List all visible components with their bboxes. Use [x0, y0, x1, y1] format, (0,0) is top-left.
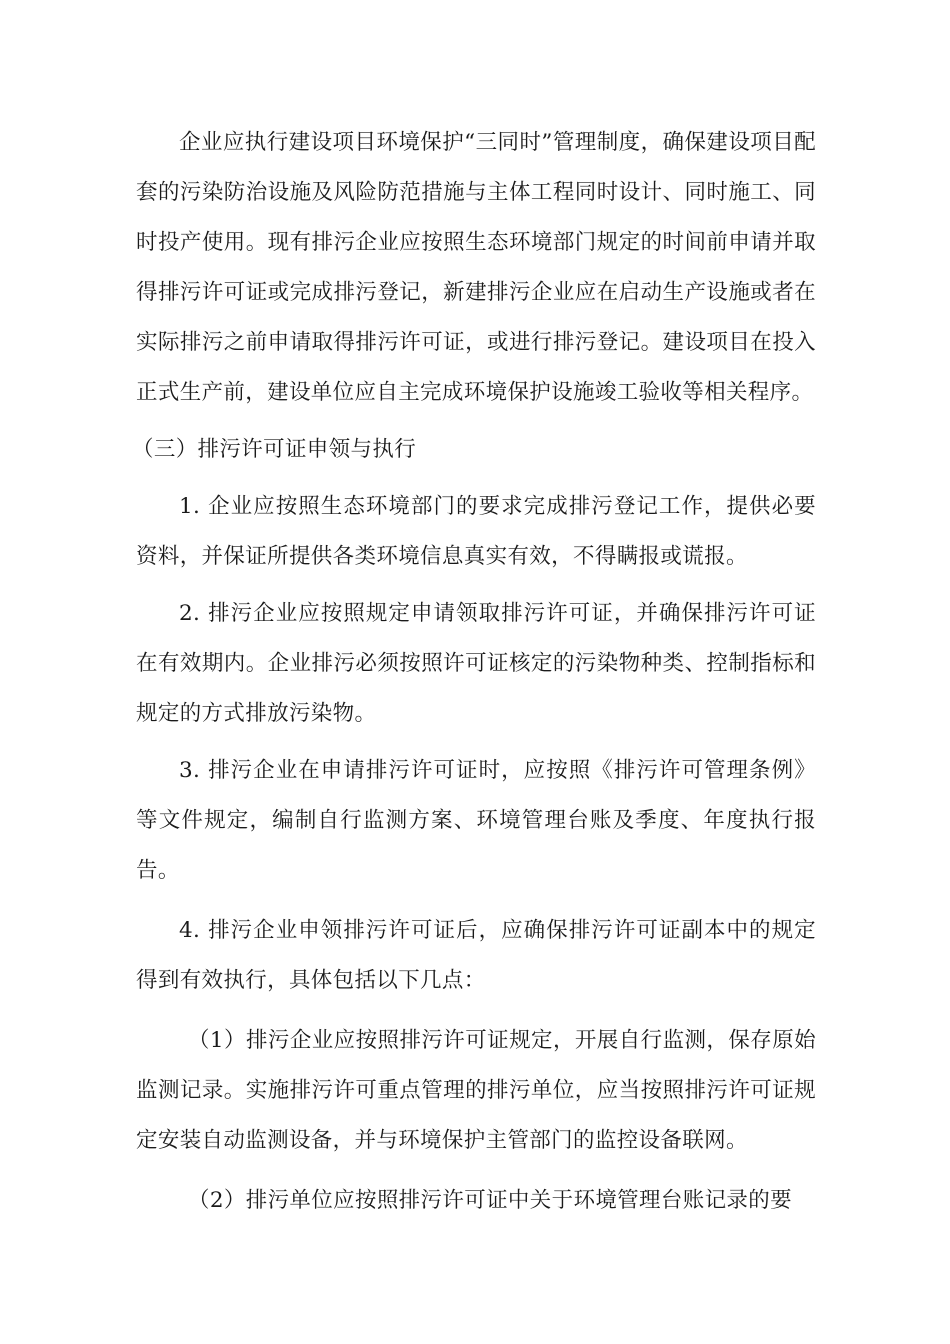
sub-item-1: （1）排污企业应按照排污许可证规定，开展自行监测，保存原始监测记录。实施排污许可重点管理的排污单位，应当按照排污许可证规定安装自动监测设备，并与环境保护主管部门的监控设备联网。: [136, 1028, 816, 1153]
document-body: [132, 118, 816, 1226]
section-heading-permit: （三）排污许可证申领与执行: [132, 437, 417, 462]
list-item-2: 2. 排污企业应按照规定申请领取排污许可证，并确保排污许可证在有效期内。企业排污必须按照许可证核定的污染物种类、控制指标和规定的方式排放污染物。: [136, 601, 816, 726]
list-item-4: 4. 排污企业申领排污许可证后，应确保排污许可证副本中的规定得到有效执行，具体包括以下几点：: [136, 918, 816, 993]
list-item-1: 1. 企业应按照生态环境部门的要求完成排污登记工作，提供必要资料，并保证所提供各类环境信息真实有效，不得瞒报或谎报。: [136, 494, 816, 569]
list-item-3: 3. 排污企业在申请排污许可证时，应按照《排污许可管理条例》等文件规定，编制自行监测方案、环境管理台账及季度、年度执行报告。: [136, 758, 816, 883]
sub-item-2: （2）排污单位应按照排污许可证中关于环境管理台账记录的要: [188, 1188, 792, 1213]
paragraph-three-simultaneous: 企业应执行建设项目环境保护“三同时”管理制度，确保建设项目配套的污染防治设施及风险防范措施与主体工程同时设计、同时施工、同时投产使用。现有排污企业应按照生态环境部门规定的时间前申请并取得排污许可证或完成排污登记，新建排污企业应在启动生产设施或者在实际排污之前申请取得排污许可证，或进行排污登记。建设项目在投入正式生产前，建设单位应自主完成环境保护设施竣工验收等相关程序。: [136, 130, 816, 405]
